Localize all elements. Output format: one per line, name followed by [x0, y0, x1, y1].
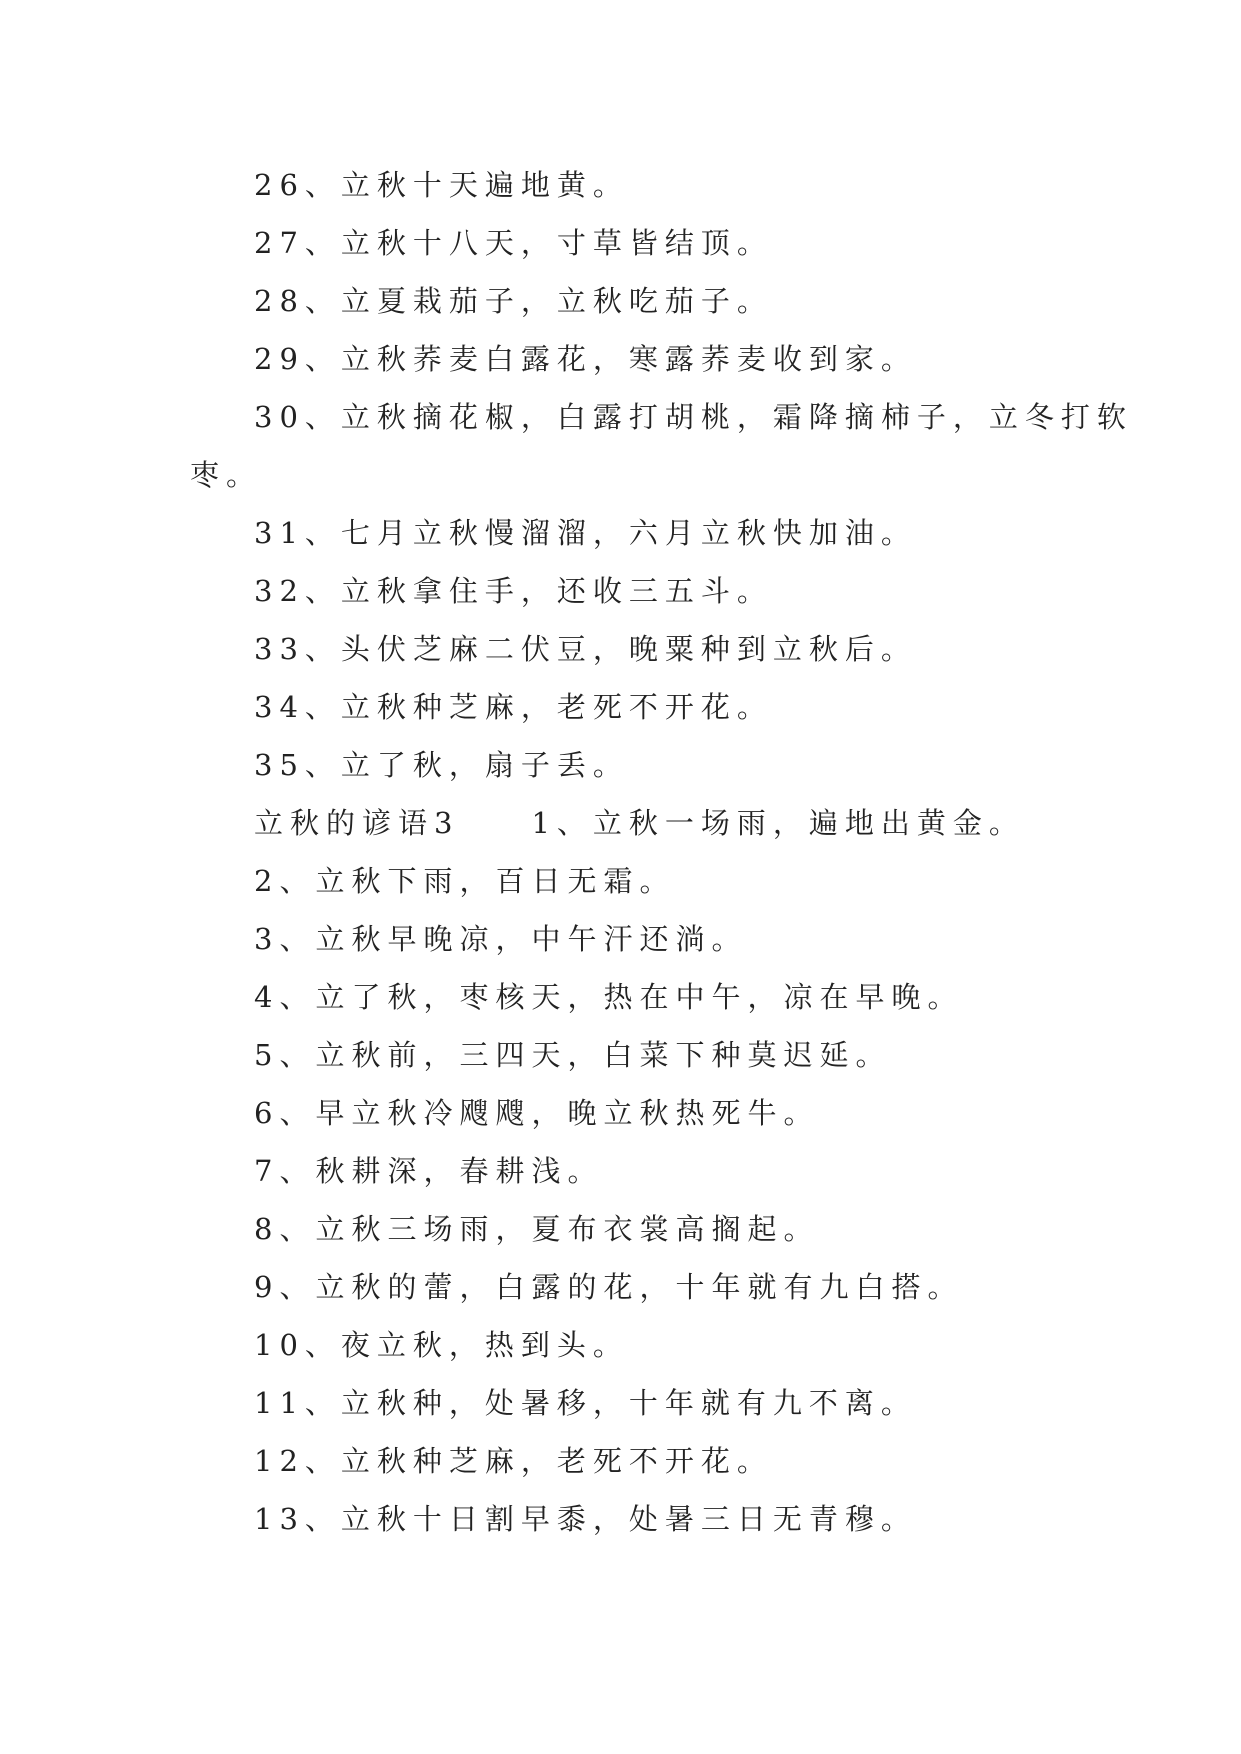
- proverb-line-33: 33、头伏芝麻二伏豆，晚粟种到立秋后。: [254, 632, 917, 666]
- proverb-line-31: 31、七月立秋慢溜溜，六月立秋快加油。: [254, 516, 917, 550]
- proverb-line-7: 7、秋耕深，春耕浅。: [254, 1154, 604, 1188]
- proverb-line-5: 5、立秋前，三四天，白菜下种莫迟延。: [254, 1038, 892, 1072]
- proverb-line-29: 29、立秋荞麦白露花，寒露荞麦收到家。: [254, 342, 917, 376]
- proverb-line-13: 13、立秋十日割早黍，处暑三日无青穆。: [254, 1502, 917, 1536]
- proverb-line-12: 12、立秋种芝麻，老死不开花。: [254, 1444, 773, 1478]
- proverb-line-4: 4、立了秋，枣核天，热在中午，凉在早晚。: [254, 980, 964, 1014]
- proverb-line-6: 6、早立秋冷飕飕，晚立秋热死牛。: [254, 1096, 820, 1130]
- section-heading-line: 立秋的谚语3 1、立秋一场雨，遍地出黄金。: [254, 806, 1025, 840]
- proverb-line-9: 9、立秋的蕾，白露的花，十年就有九白搭。: [254, 1270, 964, 1304]
- proverb-line-2: 2、立秋下雨，百日无霜。: [254, 864, 676, 898]
- proverb-line-27: 27、立秋十八天，寸草皆结顶。: [254, 226, 773, 260]
- proverb-line-30: 30、立秋摘花椒，白露打胡桃，霜降摘柿子，立冬打软: [254, 400, 1133, 434]
- proverb-line-11: 11、立秋种，处暑移，十年就有九不离。: [254, 1386, 917, 1420]
- proverb-line-28: 28、立夏栽茄子，立秋吃茄子。: [254, 284, 773, 318]
- proverb-line-3: 3、立秋早晚凉，中午汗还淌。: [254, 922, 748, 956]
- proverb-line-26: 26、立秋十天遍地黄。: [254, 168, 629, 202]
- proverb-line-8: 8、立秋三场雨，夏布衣裳高搁起。: [254, 1212, 820, 1246]
- proverb-line-34: 34、立秋种芝麻，老死不开花。: [254, 690, 773, 724]
- proverb-line-10: 10、夜立秋，热到头。: [254, 1328, 629, 1362]
- proverb-line-32: 32、立秋拿住手，还收三五斗。: [254, 574, 773, 608]
- proverb-line-30-continuation: 枣。: [190, 458, 263, 492]
- proverb-line-35: 35、立了秋，扇子丢。: [254, 748, 629, 782]
